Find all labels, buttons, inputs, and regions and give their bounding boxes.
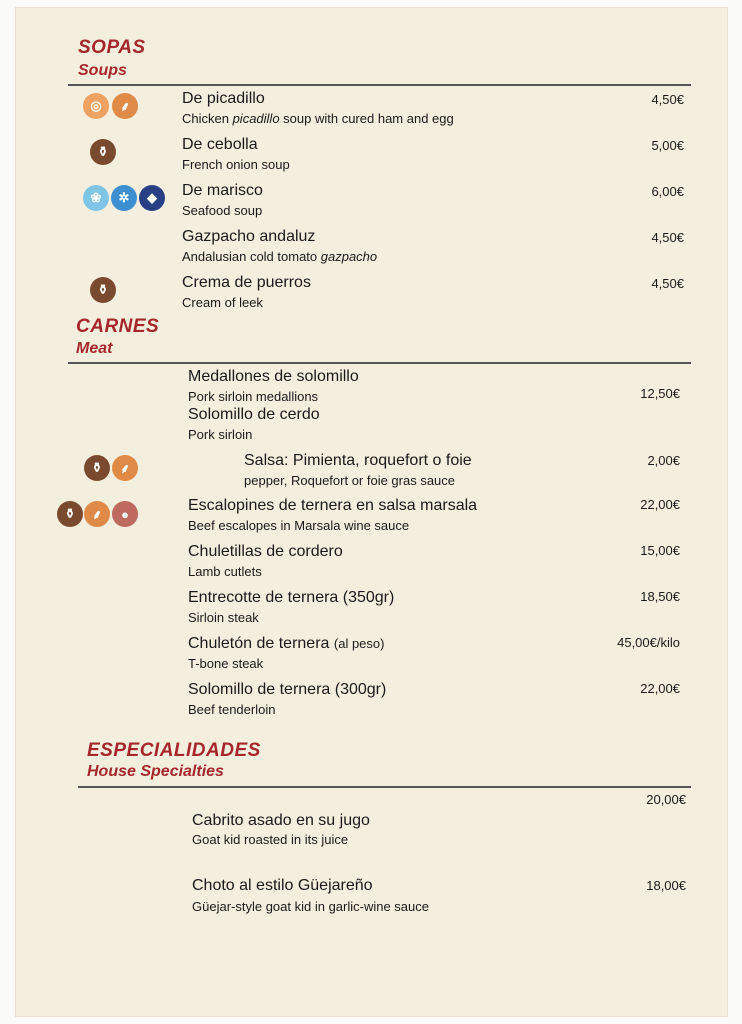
section-title-meat: CARNES xyxy=(76,316,160,337)
item-description: Andalusian cold tomato gazpacho xyxy=(182,249,378,264)
item-price: 45,00€/kilo xyxy=(617,635,680,650)
item-price: 6,00€ xyxy=(651,184,684,199)
section-subtitle-soups: Soups xyxy=(78,62,127,79)
item-name: Escalopines de ternera en salsa marsala xyxy=(188,497,478,514)
milk-icon: ⚱ xyxy=(90,139,116,165)
item-description: Sirloin steak xyxy=(188,610,259,625)
item-name: Cabrito asado en su jugo xyxy=(192,812,370,829)
item-description: Güejar-style goat kid in garlic-wine sauce xyxy=(192,899,429,914)
item-price: 4,50€ xyxy=(651,92,684,107)
item-name: Chuletillas de cordero xyxy=(188,543,343,560)
item-description: French onion soup xyxy=(182,157,290,172)
eggs-icon: ◎ xyxy=(83,93,109,119)
item-description: Cream of leek xyxy=(182,295,263,310)
item-name: Solomillo de ternera (300gr) xyxy=(188,681,387,698)
gluten-icon: ⸙ xyxy=(112,455,138,481)
item-description: Beef tenderloin xyxy=(188,702,276,717)
item-price: 4,50€ xyxy=(651,230,684,245)
item-name: Entrecotte de ternera (350gr) xyxy=(188,589,395,606)
item-price: 18,00€ xyxy=(646,878,686,893)
fish-icon: ◆ xyxy=(139,185,165,211)
item-description: Lamb cutlets xyxy=(188,564,262,579)
item-price: 18,50€ xyxy=(640,589,680,604)
divider xyxy=(68,362,691,364)
item-name: Solomillo de cerdo xyxy=(188,406,320,423)
gluten-icon: ⸙ xyxy=(84,501,110,527)
item-description: Goat kid roasted in its juice xyxy=(192,832,349,847)
divider xyxy=(78,786,691,788)
item-name: Chuletón de ternera (al peso) xyxy=(188,635,385,652)
item-price: 15,00€ xyxy=(640,543,680,558)
crustaceans-icon: ✲ xyxy=(111,185,137,211)
item-name: Gazpacho andaluz xyxy=(182,228,316,245)
nuts-icon: ● xyxy=(112,501,138,527)
item-description: Beef escalopes in Marsala wine sauce xyxy=(188,518,410,533)
item-name: Crema de puerros xyxy=(182,274,311,291)
item-description: T-bone steak xyxy=(188,656,264,671)
item-description: Seafood soup xyxy=(182,203,263,218)
item-name: Choto al estilo Güejareño xyxy=(192,877,373,894)
item-price: 22,00€ xyxy=(640,497,680,512)
section-subtitle-specialties: House Specialties xyxy=(87,763,224,780)
item-price: 2,00€ xyxy=(647,453,680,468)
item-price: 12,50€ xyxy=(640,386,680,401)
gluten-icon: ⸙ xyxy=(112,93,138,119)
milk-icon: ⚱ xyxy=(57,501,83,527)
item-description: pepper, Roquefort or foie gras sauce xyxy=(244,473,456,488)
milk-icon: ⚱ xyxy=(84,455,110,481)
molluscs-icon: ❀ xyxy=(83,185,109,211)
item-name: De marisco xyxy=(182,182,263,199)
milk-icon: ⚱ xyxy=(90,277,116,303)
item-name: Medallones de solomillo xyxy=(188,368,359,385)
section-title-soups: SOPAS xyxy=(78,37,146,58)
section-title-specialties: ESPECIALIDADES xyxy=(87,740,261,761)
item-price: 4,50€ xyxy=(651,276,684,291)
item-description: Pork sirloin medallions xyxy=(188,389,319,404)
section-subtitle-meat: Meat xyxy=(76,340,113,357)
item-name: De cebolla xyxy=(182,136,258,153)
item-price: 5,00€ xyxy=(651,138,684,153)
item-description: Chicken picadillo soup with cured ham and egg xyxy=(182,111,454,126)
item-price: 22,00€ xyxy=(640,681,680,696)
item-name: Salsa: Pimienta, roquefort o foie xyxy=(244,452,472,469)
item-price: 20,00€ xyxy=(646,792,686,807)
item-description: Pork sirloin xyxy=(188,427,253,442)
divider xyxy=(68,84,691,86)
item-name: De picadillo xyxy=(182,90,265,107)
